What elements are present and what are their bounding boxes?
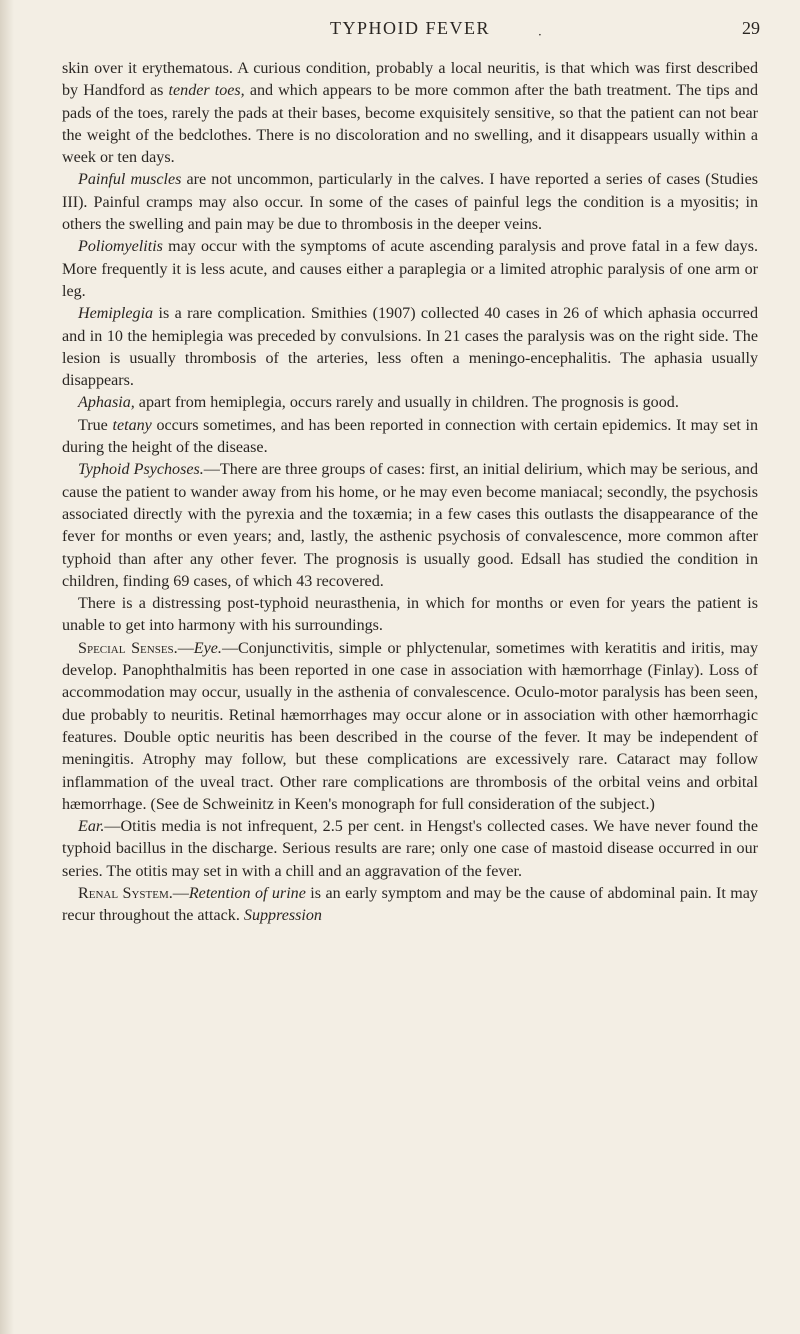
paragraph (62, 459, 758, 593)
paragraph (62, 816, 758, 883)
italic-text: tetany (112, 416, 152, 434)
text-run: — (172, 884, 189, 902)
text-run: is a rare complication. Smithies (1907) collected 40 cases in 26 of which aphasia occurred and in 10 the hemiplegia was preceded by convulsions. In 21 cases the paralysis was on the right side. The lesion is usually thrombosis of the arteries, less often a meningo-encephalitis. The aphasia usually disappears. (62, 305, 758, 390)
paragraph (62, 392, 758, 414)
page-number: 29 (742, 18, 760, 38)
paragraph (62, 169, 758, 236)
text-run: True (78, 416, 113, 434)
paragraph (62, 883, 758, 928)
text-run: are not uncommon, particularly in the calves. I have reported a series of cases (Studies III). Painful cramps may also occur. In some of the cases of painful legs the condition is a myositis; in others the swelling and pain may be due to thrombosis in the deeper veins. (62, 171, 758, 234)
italic-text: Painful muscles (78, 171, 182, 189)
italic-text: Suppression (243, 907, 322, 925)
italic-text: Eye. (193, 639, 222, 657)
text-run: —Otitis media is not infrequent, 2.5 per cent. in Hengst's collected cases. We have never found the typhoid bacillus in the discharge. Serious results are rare; only one case of mastoid disease occurred in our series. The otitis may set in with a chill and an aggravation of the fever. (62, 818, 758, 880)
italic-text: Retention of urine (188, 884, 306, 902)
paragraph (62, 593, 758, 638)
italic-text: Hemiplegia (78, 305, 154, 323)
text-run: occurs sometimes, and has been reported in connection with certain epidemics. It may set in during the height of the disease. (62, 416, 759, 457)
text-run: skin over it erythematous. A curious condition, probably a local neuritis, is that which was first described by Handford as (62, 60, 758, 100)
text-run: and which appears to be more common after the bath treatment. The tips and pads of the toes, rarely the pads at their bases, become exquisitely sensitive, so that the patient can not bear the weight of the bedclothes. There is no discoloration and no swelling, and it disappears usually within a week or ten days. (62, 82, 759, 167)
text-run: apart from hemiplegia, occurs rarely and usually in children. The prognosis is good. (134, 394, 679, 412)
text-run: —Conjunctivitis, simple or phlyctenular, sometimes with keratitis and iritis, may develop. Panophthalmitis has been reported in one case in association with hæmorrhage (Finlay). Loss of accommodation may occur, usually in the asthenia of convalescence. Oculo-motor paralysis has been seen, due probably to neuritis. Retinal hæmorrhages may occur alone or in association with other hæmorrhagic features. Double optic neuritis has been described in the course of the fever. It may be independent of meningitis. Atrophy may follow, but these complications are excessively rare. Cataract may follow inflammation of the uveal tract. Other rare complications are thrombosis of the orbital veins and orbital hæmorrhage. (See de Schweinitz in Keen's monograph for full consideration of the subject.) (62, 639, 758, 813)
header-dot: · (538, 28, 542, 42)
section-heading: Special Senses. (78, 639, 178, 657)
page-gutter-shadow (0, 0, 14, 1334)
text-run: — (177, 639, 194, 657)
section-heading: Renal System. (78, 884, 173, 902)
text-run: —There are three groups of cases: first, an initial delirium, which may be serious, and cause the patient to wander away from his home, or he may even become maniacal; secondly, the psychosis associated directly with the pyrexia and the toxæmia; in a few cases this outlasts the disappearance of the fever for months or even years; and, lastly, the asthenic psychosis of convalescence, more common after typhoid than after any other fever. The prognosis is usually good. Edsall has studied the condition in children, finding 69 cases, of which 43 recovered. (62, 461, 759, 590)
italic-text: Poliomyelitis (78, 238, 163, 256)
paragraph (62, 58, 758, 169)
paragraph (62, 303, 758, 392)
text-run: is an early symptom and may be the cause of abdominal pain. It may recur throughout the attack. (62, 884, 758, 925)
italic-text: Typhoid Psychoses. (78, 461, 204, 479)
page-header (60, 14, 760, 44)
italic-text: tender toes, (168, 82, 245, 100)
paragraph (62, 236, 758, 303)
running-head: TYPHOID FEVER (329, 18, 490, 38)
text-run: There is a distressing post-typhoid neurasthenia, in which for months or even for years the patient is unable to get into harmony with his surroundings. (62, 595, 758, 635)
paragraph (62, 638, 758, 816)
body-text (62, 58, 758, 928)
italic-text: Aphasia, (78, 394, 135, 412)
text-run: may occur with the symptoms of acute ascending paralysis and prove fatal in a few days. More frequently it is less acute, and causes either a paraplegia or a limited atrophic paralysis of one arm or leg. (62, 238, 758, 300)
paragraph (62, 415, 758, 460)
italic-text: Ear. (78, 818, 105, 836)
